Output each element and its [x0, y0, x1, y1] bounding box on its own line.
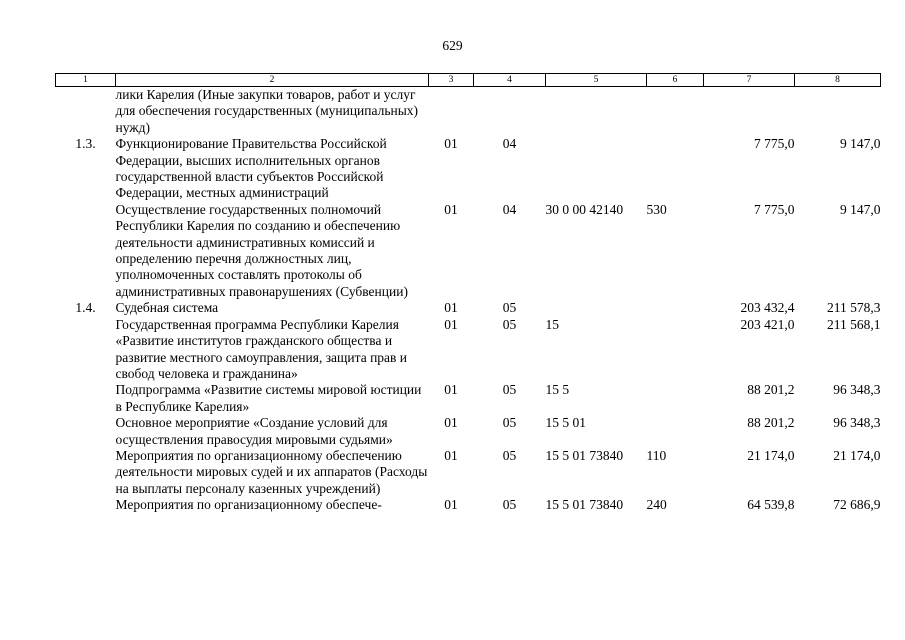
row-amount-col7: 88 201,2	[747, 382, 795, 398]
row-section: 01	[444, 497, 458, 513]
row-section: 01	[444, 415, 458, 431]
row-subsection: 05	[502, 497, 517, 513]
row-expense-type: 110	[646, 447, 667, 463]
row-expense-type: 530	[646, 201, 667, 217]
row-number	[56, 202, 116, 300]
row-target-article: 15 5 01 73840	[545, 497, 624, 513]
row-amount-col7: 21 174,0	[747, 447, 795, 463]
row-expense-type	[647, 415, 704, 448]
column-header-3: 3	[429, 74, 474, 87]
row-amount-col7: 203 421,0	[740, 316, 795, 332]
row-amount-col7	[704, 87, 795, 137]
row-amount-col8: 72 686,9	[833, 497, 881, 513]
row-subsection	[474, 87, 546, 137]
row-number	[56, 87, 116, 137]
column-header-8: 8	[795, 74, 881, 87]
row-target-article	[546, 300, 647, 316]
table-row	[56, 448, 881, 497]
row-target-article: 15 5 01 73840	[545, 447, 624, 463]
row-target-article	[546, 87, 647, 137]
row-section: 01	[444, 201, 458, 217]
row-subsection: 05	[502, 300, 517, 316]
row-amount-col8	[795, 87, 881, 137]
row-amount-col8: 21 174,0	[833, 447, 881, 463]
page-number: 629	[442, 38, 463, 53]
column-header-5: 5	[546, 74, 647, 87]
row-section: 01	[444, 136, 458, 152]
row-number: 1.4.	[75, 300, 96, 316]
row-amount-col7: 64 539,8	[747, 497, 795, 513]
row-number	[56, 317, 116, 383]
row-amount-col7: 7 775,0	[754, 136, 795, 152]
row-name: лики Карелия (Иные закупки товаров, работ и услуг для обеспечения государственных (муниципальных) нужд)	[115, 87, 419, 135]
row-name: Государственная программа Республики Карелия «Развитие институтов гражданского общества и развитие местного самоуправления, защита прав и свобод человека и гражданина»	[115, 316, 408, 381]
table-row	[56, 202, 881, 300]
row-target-article: 15 5	[545, 382, 570, 398]
column-header-6: 6	[647, 74, 704, 87]
row-name: Мероприятия по организационному обеспечению деятельности мировых судей и их аппаратов (Расходы на выплаты персоналу казенных учреждений)	[115, 447, 428, 496]
row-amount-col7: 88 201,2	[747, 415, 795, 431]
row-target-article: 15 5 01	[545, 415, 586, 431]
row-name: Подпрограмма «Развитие системы мировой юстиции в Республике Карелия»	[115, 382, 422, 414]
row-expense-type	[647, 87, 704, 137]
row-expense-type	[647, 317, 704, 383]
row-number	[56, 448, 116, 497]
row-target-article: 15	[545, 316, 559, 332]
table-row	[56, 415, 881, 448]
row-amount-col8: 96 348,3	[833, 382, 881, 398]
row-number	[56, 382, 116, 415]
row-name: Судебная система	[115, 300, 219, 316]
row-number	[56, 415, 116, 448]
row-number	[56, 497, 116, 513]
row-subsection: 05	[502, 382, 517, 398]
row-section: 01	[444, 382, 458, 398]
row-amount-col8: 211 568,1	[827, 316, 881, 332]
table-row	[56, 300, 881, 316]
row-subsection: 05	[502, 415, 517, 431]
row-amount-col8: 9 147,0	[840, 201, 881, 217]
row-amount-col8: 9 147,0	[840, 136, 881, 152]
row-amount-col8: 211 578,3	[827, 300, 881, 316]
row-expense-type	[647, 382, 704, 415]
table-row	[56, 136, 881, 202]
column-header-7: 7	[704, 74, 795, 87]
budget-table	[55, 73, 881, 514]
table-row	[56, 87, 881, 137]
row-name: Функционирование Правительства Российской Федерации, высших исполнительных органов государственной власти субъектов Российской Федерации, местных администраций	[115, 136, 387, 201]
column-header-4: 4	[474, 74, 546, 87]
row-target-article: 30 0 00 42140	[545, 201, 624, 217]
column-header-1: 1	[56, 74, 116, 87]
row-section	[429, 87, 474, 137]
row-target-article	[546, 136, 647, 202]
row-amount-col8: 96 348,3	[833, 415, 881, 431]
table-header-row	[56, 74, 881, 87]
row-subsection: 05	[502, 447, 517, 463]
row-name: Мероприятия по организационному обеспече-	[115, 497, 382, 513]
row-name: Основное мероприятие «Создание условий для осуществления правосудия мировыми судьями»	[115, 415, 393, 447]
row-section: 01	[444, 316, 458, 332]
table-row	[56, 382, 881, 415]
row-section: 01	[444, 447, 458, 463]
row-expense-type	[647, 300, 704, 316]
table-row	[56, 497, 881, 513]
row-expense-type	[647, 136, 704, 202]
column-header-2: 2	[116, 74, 429, 87]
row-subsection: 04	[502, 136, 517, 152]
row-number: 1.3.	[75, 136, 96, 152]
table-row	[56, 317, 881, 383]
row-amount-col7: 203 432,4	[740, 300, 795, 316]
row-amount-col7: 7 775,0	[754, 201, 795, 217]
row-subsection: 05	[502, 316, 517, 332]
row-subsection: 04	[502, 201, 517, 217]
row-expense-type: 240	[646, 497, 667, 513]
row-section: 01	[444, 300, 458, 316]
row-name: Осуществление государственных полномочий Республики Карелия по созданию и обеспечению деятельности административных комиссий и определению перечня должностных лиц, уполномоченных составлять протоколы об административных правонарушениях (Субвенции)	[115, 201, 408, 299]
